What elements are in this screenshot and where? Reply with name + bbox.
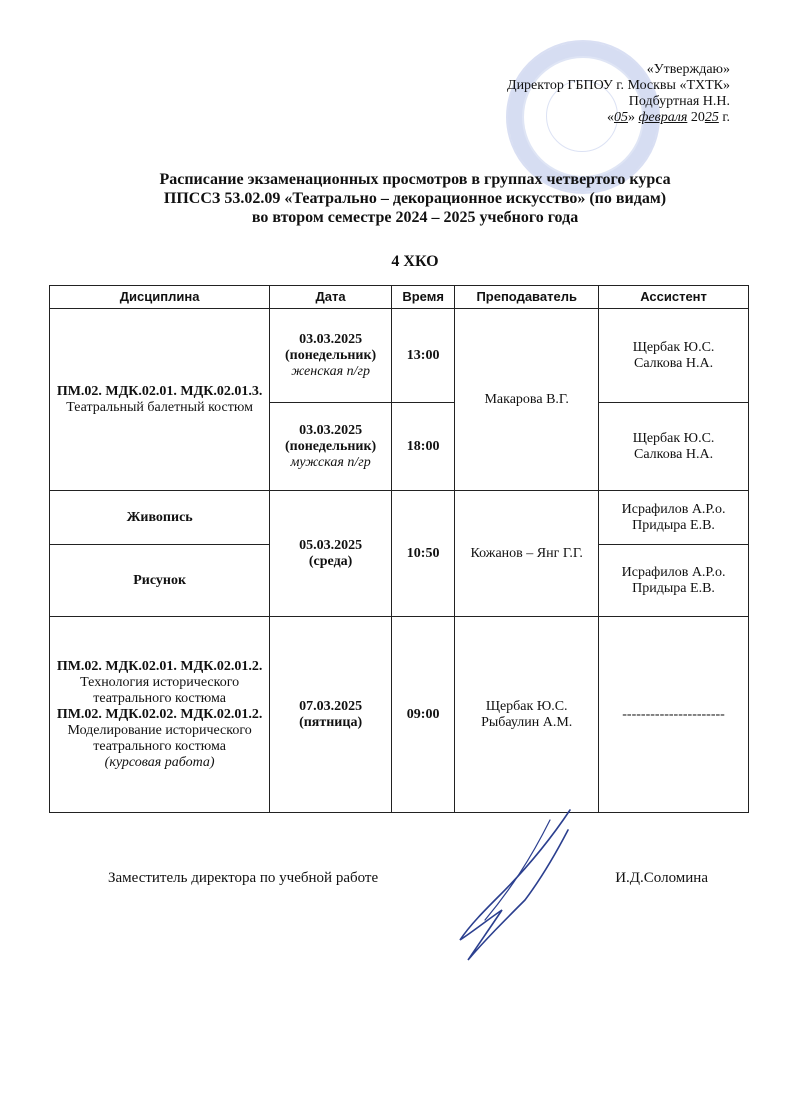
teacher-cell: Щербак Ю.С. Рыбаулин А.М.: [455, 617, 599, 813]
document-title: Расписание экзаменационных просмотров в группах четвертого курса ППССЗ 53.02.09 «Театрально – декорационное искусство» (по видам) во втором семестре 2024 – 2025 учебного года: [159, 171, 671, 226]
header-teacher: Преподаватель: [455, 286, 599, 309]
approval-position: Директор ГБПОУ г. Москвы «ТХТК»: [507, 78, 730, 93]
discipline-cell: ПМ.02. МДК.02.01. МДК.02.01.3. Театральный балетный костюм: [50, 309, 270, 491]
signature-stroke: [460, 810, 570, 960]
assistant-cell: ----------------------: [599, 617, 749, 813]
handwritten-signature: [430, 800, 600, 970]
header-date: Дата: [270, 286, 392, 309]
discipline-cell: Живопись: [50, 491, 270, 545]
header-assistant: Ассистент: [599, 286, 749, 309]
table-row: [50, 309, 749, 403]
approval-block: [468, 62, 730, 126]
teacher-cell: Кожанов – Янг Г.Г.: [455, 491, 599, 617]
date-cell: 05.03.2025 (среда): [270, 491, 392, 617]
time-cell: 09:00: [391, 617, 454, 813]
table-row: [50, 617, 749, 813]
table-row: [50, 491, 749, 545]
assistant-cell: Исрафилов А.Р.о. Придыра Е.В.: [599, 491, 749, 545]
assistant-cell: Щербак Ю.С. Салкова Н.А.: [599, 403, 749, 491]
signer-position: Заместитель директора по учебной работе: [108, 870, 379, 886]
assistant-cell: Щербак Ю.С. Салкова Н.А.: [599, 309, 749, 403]
group-label: 4 ХКО: [391, 253, 439, 270]
approval-year: 25: [704, 110, 719, 125]
table-header-row: [50, 286, 749, 309]
header-time: Время: [391, 286, 454, 309]
signer-name: И.Д.Соломина: [615, 870, 708, 886]
schedule-table: [49, 285, 749, 813]
date-cell: 03.03.2025 (понедельник) женская п/гр: [270, 309, 392, 403]
date-cell: 03.03.2025 (понедельник) мужская п/гр: [270, 403, 392, 491]
signature-stroke: [485, 820, 550, 920]
time-cell: 10:50: [391, 491, 454, 617]
approval-date: «05» февраля 2025 г.: [606, 110, 730, 125]
time-cell: 13:00: [391, 309, 454, 403]
approval-day: 05: [613, 110, 628, 125]
date-cell: 07.03.2025 (пятница): [270, 617, 392, 813]
assistant-cell: Исрафилов А.Р.о. Придыра Е.В.: [599, 545, 749, 617]
teacher-cell: Макарова В.Г.: [455, 309, 599, 491]
discipline-cell: ПМ.02. МДК.02.01. МДК.02.01.2. Технология исторического театрального костюма ПМ.02. МДК.02.02. МДК.02.01.2. Моделирование исторического театрального костюма (курсовая работа): [50, 617, 270, 813]
discipline-cell: Рисунок: [50, 545, 270, 617]
approval-name: Подбуртная Н.Н.: [628, 94, 730, 109]
approval-month: февраля: [638, 110, 688, 125]
header-discipline: Дисциплина: [50, 286, 270, 309]
time-cell: 18:00: [391, 403, 454, 491]
approval-heading: «Утверждаю»: [646, 62, 730, 77]
